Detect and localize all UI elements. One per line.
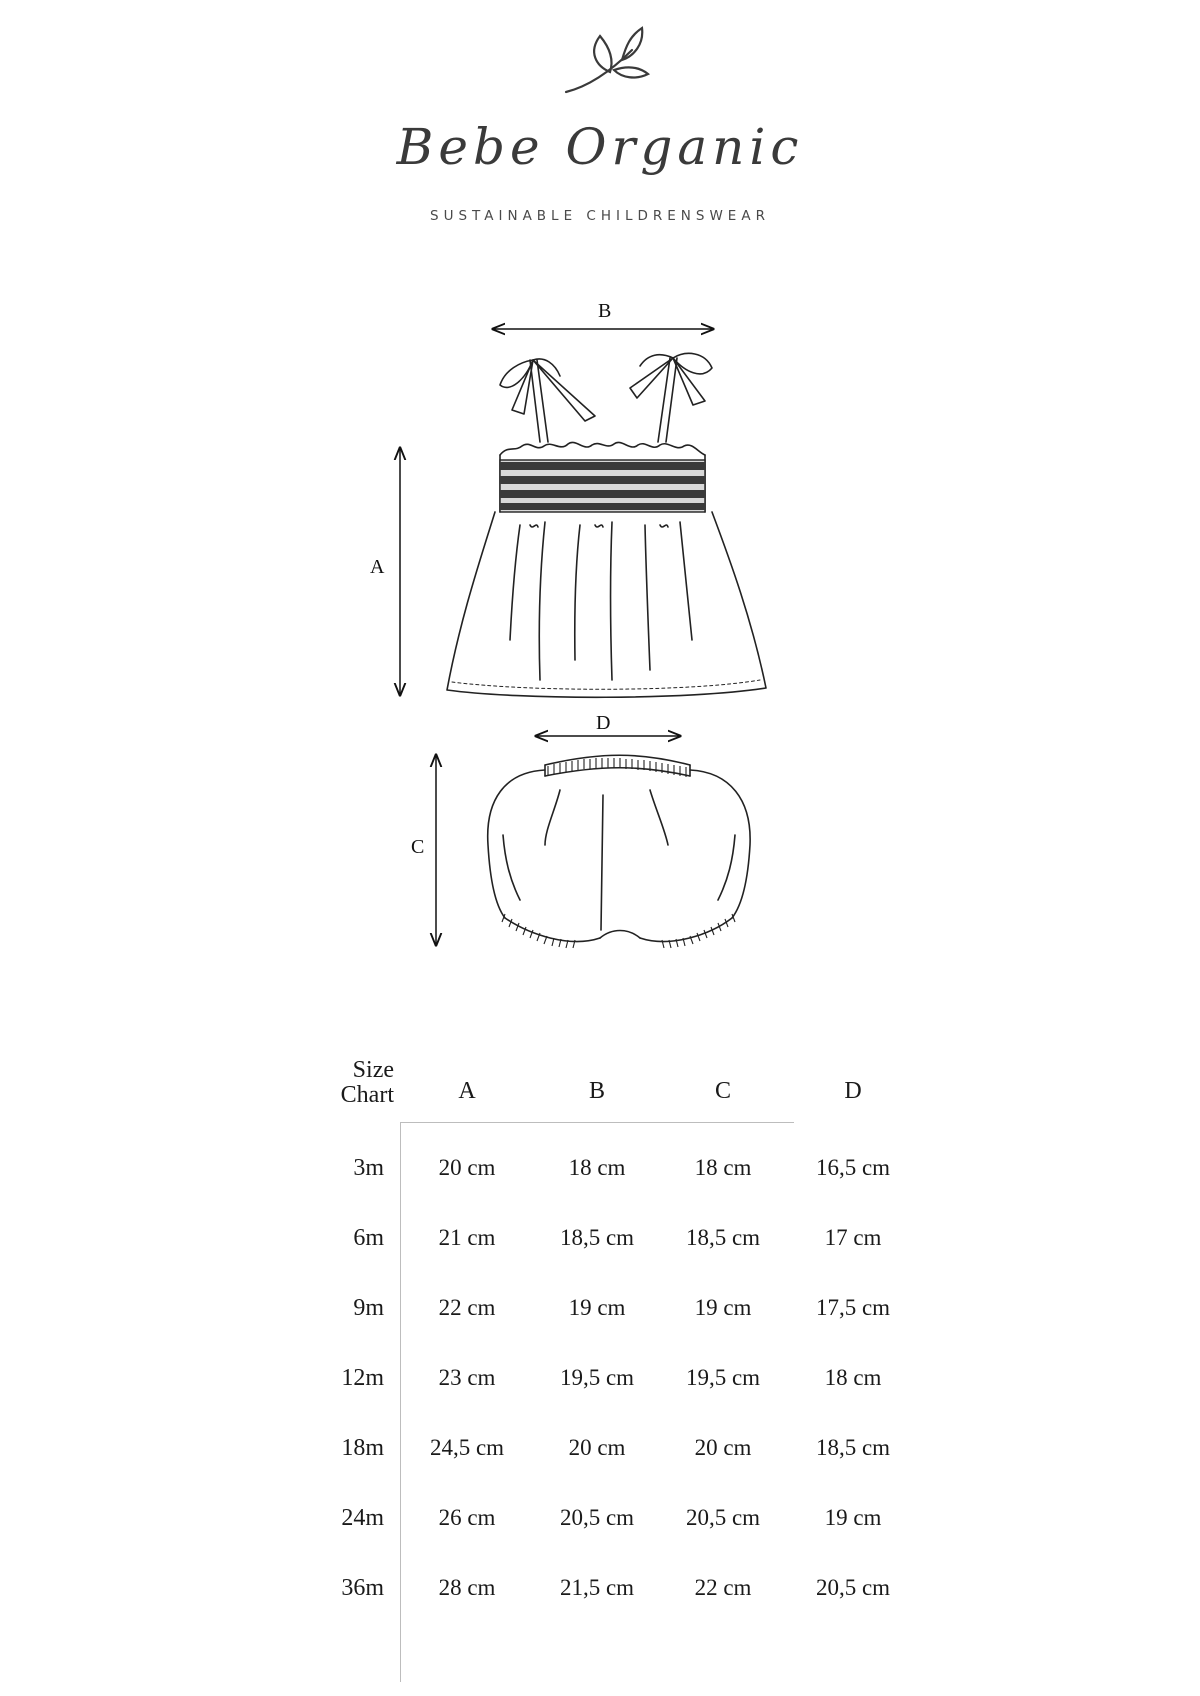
cell-a: 20 cm [438, 1155, 496, 1180]
brand-name: Bebe Organic [396, 118, 804, 176]
dimension-label-b: B [598, 300, 612, 322]
table-row [300, 1365, 900, 1395]
cell-c: 18,5 cm [685, 1225, 761, 1250]
table-row [300, 1295, 900, 1325]
cell-b: 20 cm [568, 1435, 626, 1460]
cell-c: 22 cm [694, 1575, 752, 1600]
cell-b: 21,5 cm [559, 1575, 635, 1600]
size-chart-heading-line1: Size [352, 1057, 394, 1083]
cell-d: 17 cm [824, 1225, 882, 1250]
row-size-label: 3m [353, 1155, 384, 1181]
cell-a: 26 cm [438, 1505, 496, 1530]
cell-c: 20,5 cm [685, 1505, 761, 1530]
cell-c: 19,5 cm [685, 1365, 761, 1390]
row-size-label: 12m [341, 1365, 384, 1391]
row-size-label: 24m [341, 1505, 384, 1531]
table-row [300, 1155, 900, 1185]
size-chart-heading-line2: Chart [340, 1082, 394, 1108]
column-header-b: B [588, 1078, 605, 1104]
cell-d: 17,5 cm [815, 1295, 891, 1320]
cell-d: 18,5 cm [815, 1435, 891, 1460]
cell-b: 19 cm [568, 1295, 626, 1320]
size-chart-heading [314, 1058, 394, 1108]
column-header-d: D [844, 1078, 862, 1104]
dimension-label-c: C [411, 836, 425, 858]
cell-b: 20,5 cm [559, 1505, 635, 1530]
cell-b: 18 cm [568, 1155, 626, 1180]
bloomers-drawing [488, 755, 750, 941]
brand-tagline: SUSTAINABLE CHILDRENSWEAR [430, 208, 770, 224]
dimension-label-d: D [596, 712, 611, 734]
cell-a: 24,5 cm [429, 1435, 505, 1460]
cell-a: 23 cm [438, 1365, 496, 1390]
cell-d: 20,5 cm [815, 1575, 891, 1600]
smocking-band [500, 460, 705, 512]
cell-d: 19 cm [824, 1505, 882, 1530]
cell-d: 18 cm [824, 1365, 882, 1390]
cell-c: 19 cm [694, 1295, 752, 1320]
column-header-c: C [714, 1078, 731, 1104]
cell-b: 18,5 cm [559, 1225, 635, 1250]
top-drawing [447, 353, 766, 697]
cell-b: 19,5 cm [559, 1365, 635, 1390]
dimension-label-a: A [370, 556, 385, 578]
row-size-label: 18m [341, 1435, 384, 1461]
header-divider [400, 1122, 794, 1123]
row-size-label: 9m [353, 1295, 384, 1321]
table-row [300, 1575, 900, 1605]
bloomers-elastic [502, 758, 735, 948]
column-header-a: A [458, 1078, 476, 1104]
cell-a: 22 cm [438, 1295, 496, 1320]
cell-d: 16,5 cm [815, 1155, 891, 1180]
table-row [300, 1225, 900, 1255]
table-row [300, 1435, 900, 1465]
row-size-label: 36m [341, 1575, 384, 1601]
row-size-label: 6m [353, 1225, 384, 1251]
cell-c: 18 cm [694, 1155, 752, 1180]
cell-c: 20 cm [694, 1435, 752, 1460]
table-row [300, 1505, 900, 1535]
cell-a: 21 cm [438, 1225, 496, 1250]
cell-a: 28 cm [438, 1575, 496, 1600]
